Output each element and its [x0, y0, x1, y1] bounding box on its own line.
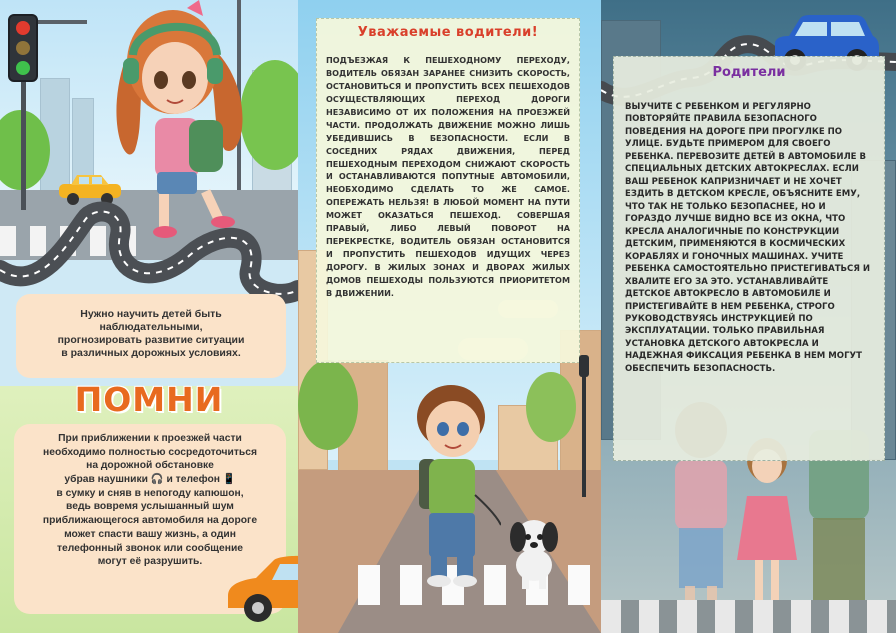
remember-line: приближающегося автомобиля на дороге — [42, 515, 258, 527]
boy-illustration — [401, 375, 501, 590]
remember-line: необходимо полностью сосредоточиться — [43, 446, 257, 458]
remember-line: телефонный звонок или сообщение — [56, 542, 244, 554]
tree — [298, 360, 358, 450]
remember-line: ведь вовремя услышанный шум — [66, 501, 234, 513]
remember-line: может спасти вашу жизнь, а один — [64, 528, 236, 540]
info-line: прогнозировать развитие ситуации — [57, 334, 245, 347]
traffic-light-icon — [8, 14, 38, 82]
info-line: в различных дорожных условиях. — [61, 347, 241, 360]
tree — [526, 372, 576, 442]
traffic-light-pole — [21, 70, 26, 210]
remember-line: При приближении к проезжей части — [58, 433, 242, 444]
info-line: наблюдательными, — [99, 321, 203, 334]
remember-heading: ПОМНИ — [74, 380, 224, 419]
drivers-text: ПОДЪЕЗЖАЯ К ПЕШЕХОДНОМУ ПЕРЕХОДУ, ВОДИТЕЛЬ ОБЯЗАН ЗАРАНЕЕ СНИЗИТЬ СКОРОСТЬ, ОСТАНОВИТЬСЯ И ПРОПУСТИТЬ ВСЕХ ПЕШЕХОДОВ ОСУЩЕСТВЛЯЮЩИХ ПЕРЕХОД ДОРОГИ НЕЗАВИСИМО ОТ ИХ ПОЛОЖЕНИЯ НА ПРОЕЗЖЕЙ ЧАСТИ. ПРОДОЛЖАТЬ ДВИЖЕНИЕ МОЖНО ЛИШЬ УБЕДИВШИСЬ В БЕЗОПАСНОСТИ. ЕСЛИ В СОСЕДНИХ РЯДАХ ДВИЖЕНИЯ, ПЕРЕД ПЕШЕХОДНЫМ ПЕРЕХОДОМ СНИЖАЮТ СКОРОСТЬ И ОСТАНАВЛИВАЮТСЯ ПОПУТНЫЕ АВТОМОБИЛИ, НЕОБХОДИМО СДЕЛАТЬ ТО ЖЕ САМОЕ. ОПЕРЕЖАТЬ НЕЛЬЗЯ! В ЛЮБОЙ МОМЕНТ НА ПУТИ МОЖЕТ ОКАЗАТЬСЯ ПЕШЕХОД. СОВЕРШАЯ ПРАВЫЙ, ЛИБО ЛЕВЫЙ ПОВОРОТ НА ПЕРЕКРЕСТКЕ, ВОДИТЕЛЬ ОБЯЗАН ОСТАНОВИТСЯ И ПРОПУСТИТЬ ПЕШЕХОДОВ ИДУЩИХ ЧЕРЕЗ ДОРОГУ. В ЖИЛЫХ ЗОНАХ И ДВОРАХ ЖИЛЫХ ДОМОВ ПЕШЕХОДЫ ПОЛЬЗУЮТСЯ ПРИОРИТЕТОМ В ДВИЖЕНИИ. — [326, 55, 570, 298]
street-lamp — [582, 355, 589, 497]
drivers-notice-box — [316, 18, 580, 363]
remember-line: убрав наушники 🎧 и телефон 📱 — [64, 474, 236, 486]
crosswalk — [601, 600, 896, 633]
remember-line: могут её разрушить. — [97, 556, 203, 568]
left-panel — [0, 0, 298, 633]
remember-line: в сумку и сняв в непогоду капюшон, — [56, 487, 244, 499]
observation-advice-box — [16, 294, 286, 378]
orange-car-icon — [222, 550, 298, 626]
drivers-title: Уважаемые водители! — [357, 25, 539, 40]
parents-text: ВЫУЧИТЕ С РЕБЕНКОМ И РЕГУЛЯРНО ПОВТОРЯЙТЕ ПРАВИЛА БЕЗОПАСНОГО ПОВЕДЕНИЯ НА ДОРОГЕ ПРИ ПРОГУЛКЕ ПО УЛИЦЕ. БУДЬТЕ ПРИМЕРОМ ДЛЯ СВОЕГО РЕБЕНКА. ПЕРЕВОЗИТЕ ДЕТЕЙ В АВТОМОБИЛЕ В СПЕЦИАЛЬНЫХ ДЕТСКИХ АВТОКРЕСЛАХ. ЕСЛИ ВАШ РЕБЕНОК КАПРИЗНИЧАЕТ И НЕ ХОЧЕТ ЕЗДИТЬ В ДЕТСКОМ КРЕСЛЕ, ОБЪЯСНИТЕ ЕМУ, ЧТО ТАК НЕ ТОЛЬКО БЕЗОПАСНЕЕ, НО И ГОРАЗДО ЛУЧШЕ ВИДНО ВСЕ ИЗ ОКНА, ЧТО КРЕСЛА АНАЛОГИЧНЫЕ ПО КОНСТРУКЦИИ ДЕТСКИМ, ПРИМЕНЯЮТСЯ В КОСМИЧЕСКИХ КОРАБЛЯХ И ГОНОЧНЫХ МАШИНАХ. УЧИТЕ РЕБЕНКА САМОСТОЯТЕЛЬНО ПРИСТЕГИВАТЬСЯ И ХВАЛИТЕ ЕГО ЗА ЭТО. УСТАНАВЛИВАЙТЕ ДЕТСКОЕ АВТОКРЕСЛО В АВТОМОБИЛЕ И ПРИСТЕГИВАЙТЕ В НЕМ РЕБЕНКА, СТРОГО РУКОВОДСТВУЯСЬ ИНСТРУКЦИЕЙ ПО ЭКСПЛУАТАЦИИ. ТОЛЬКО ПРАВИЛЬНАЯ УСТАНОВКА ДЕТСКОГО АВТОКРЕСЛА И НАДЕЖНАЯ ФИКСАЦИЯ РЕБЕНКА В НЕМ МОГУТ ОБЕСПЕЧИТЬ БЕЗОПАСНОСТЬ. — [625, 102, 871, 374]
middle-panel — [298, 0, 601, 633]
lamp-arm — [35, 20, 87, 24]
right-panel — [601, 0, 896, 633]
remember-line: на дорожной обстановке — [86, 460, 214, 472]
parents-notice-box — [613, 56, 885, 461]
parents-title: Родители — [712, 65, 786, 80]
dog-illustration — [506, 515, 562, 590]
info-line: Нужно научить детей быть — [80, 308, 222, 320]
